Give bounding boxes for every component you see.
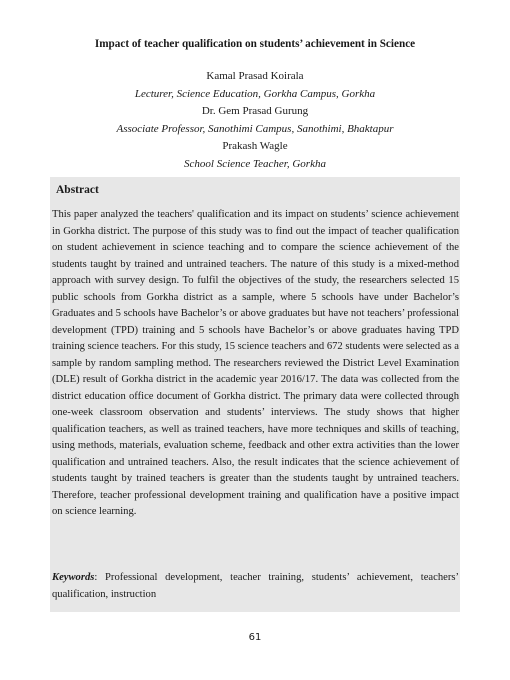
paper-title: Impact of teacher qualification on students’ achievement in Science	[94, 38, 416, 50]
abstract-heading: Abstract	[56, 184, 99, 196]
page-number: 61	[248, 632, 262, 643]
author-affiliation: Associate Professor, Sanothimi Campus, Sanothimi, Bhaktapur	[116, 122, 394, 135]
abstract-text: This paper analyzed the teachers' qualification and its impact on students’ science achievement in Gorkha district. The purpose of this study was to find out the impact of teacher qualification on student achievement in science teaching and to compare the science achievement of the students taught by trained and untrained teachers. The nature of this study is a mixed-method approach with survey design. To fulfil the objectives of the study, the researchers selected 15 public schools from Gorkha district as a sample, where 5 schools have under Bachelor’s Graduates and 5 schools have Bachelor’s or above graduates but have not teachers’ professional development (TPD) training and 5 schools have Bachelor’s or above graduates having TPD training science teachers. For this study, 15 science teachers and 672 students were selected as a sample by random sampling method. The researchers reviewed the District Level Examination (DLE) result of Gorkha district in the academic year 2016/17. The data was collected from the district education office document of Gorkha district. The primary data were collected through one-week classroom observation and students’ interviews. The study shows that higher qualification teachers, as well as trained teachers, have more techniques and skills of teaching, using methods, materials, evaluation scheme, feedback and other extra activities than the lower qualification and untrained teachers. Also, the result indicates that the science achievement of students taught by trained teachers is greater than the students taught by untrained teachers. Therefore, teacher professional development training and qualification have a positive impact on science learning.	[52, 209, 459, 517]
keywords-text: : Professional development, teacher training, students’ achievement, teachers’ qualification, instruction	[52, 572, 459, 600]
author-name: Dr. Gem Prasad Gurung	[201, 105, 309, 117]
author-affiliation: Lecturer, Science Education, Gorkha Campus, Gorkha	[134, 87, 376, 100]
abstract-box	[50, 177, 460, 612]
keywords-label: Keywords	[52, 572, 95, 583]
author-name: Prakash Wagle	[222, 140, 288, 152]
author-name: Kamal Prasad Koirala	[206, 70, 304, 82]
author-block	[30, 68, 480, 173]
keywords	[52, 570, 459, 603]
author-affiliation: School Science Teacher, Gorkha	[184, 157, 326, 170]
